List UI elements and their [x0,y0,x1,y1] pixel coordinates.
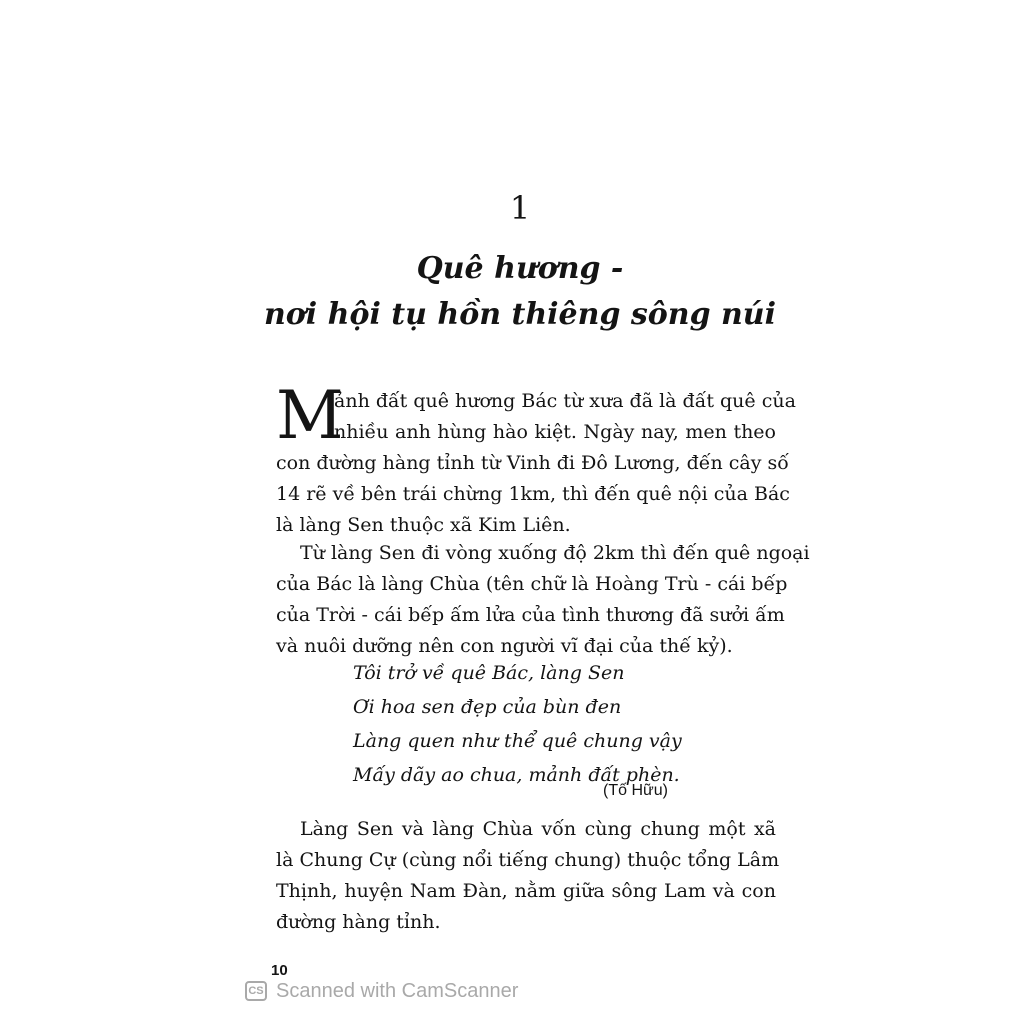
poem-line: Tôi trở về quê Bác, làng Sen [353,662,625,684]
poem-line: Làng quen như thể quê chung vậy [353,730,682,752]
paragraph-2 [276,538,810,662]
camscanner-logo-icon: CS [245,981,267,1001]
page-number: 10 [271,962,288,979]
paragraph-line: Làng Sen và làng Chùa vốn cùng chung một xã [300,818,776,840]
paragraph-3 [276,814,780,938]
paragraph-line: ảnh đất quê hương Bác từ xưa đã là đất quê của [334,390,796,412]
chapter-title-line: nơi hội tụ hồn thiêng sông núi [263,297,777,332]
paragraph-line: và nuôi dưỡng nên con người vĩ đại của thế kỷ). [276,635,733,657]
paragraph-line: Từ làng Sen đi vòng xuống độ 2km thì đến quê ngoại [300,542,810,564]
chapter-number: 1 [509,189,531,227]
watermark-text: Scanned with CamScanner [276,979,519,1002]
poem [353,656,682,792]
poem-line: Mấy dãy ao chua, mảnh đất phèn. [353,764,680,786]
poem-line: Ơi hoa sen đẹp của bùn đen [353,696,622,718]
chapter-title-line: Quê hương - [416,251,624,286]
chapter-title [250,246,790,338]
paragraph-line: của Trời - cái bếp ấm lửa của tình thương đã sưởi ấm [276,604,785,626]
poem-author: (Tố Hữu) [603,782,668,799]
scanner-watermark [245,978,518,1004]
paragraph-line: là làng Sen thuộc xã Kim Liên. [276,514,571,536]
drop-cap: M [276,377,344,454]
paragraph-line: đường hàng tỉnh. [276,911,441,933]
paragraph-line: Thịnh, huyện Nam Đàn, nằm giữa sông Lam và con [276,880,776,902]
paragraph-line: nhiều anh hùng hào kiệt. Ngày nay, men theo [334,421,776,443]
paragraph-line: là Chung Cự (cùng nổi tiếng chung) thuộc tổng Lâm [276,849,780,871]
paragraph-line: 14 rẽ về bên trái chừng 1km, thì đến quê nội của Bác [276,483,790,505]
paragraph-line: của Bác là làng Chùa (tên chữ là Hoàng Trù - cái bếp [276,573,788,595]
paragraph-line: con đường hàng tỉnh từ Vinh đi Đô Lương, đến cây số [276,452,789,474]
paragraph-1 [276,377,796,541]
